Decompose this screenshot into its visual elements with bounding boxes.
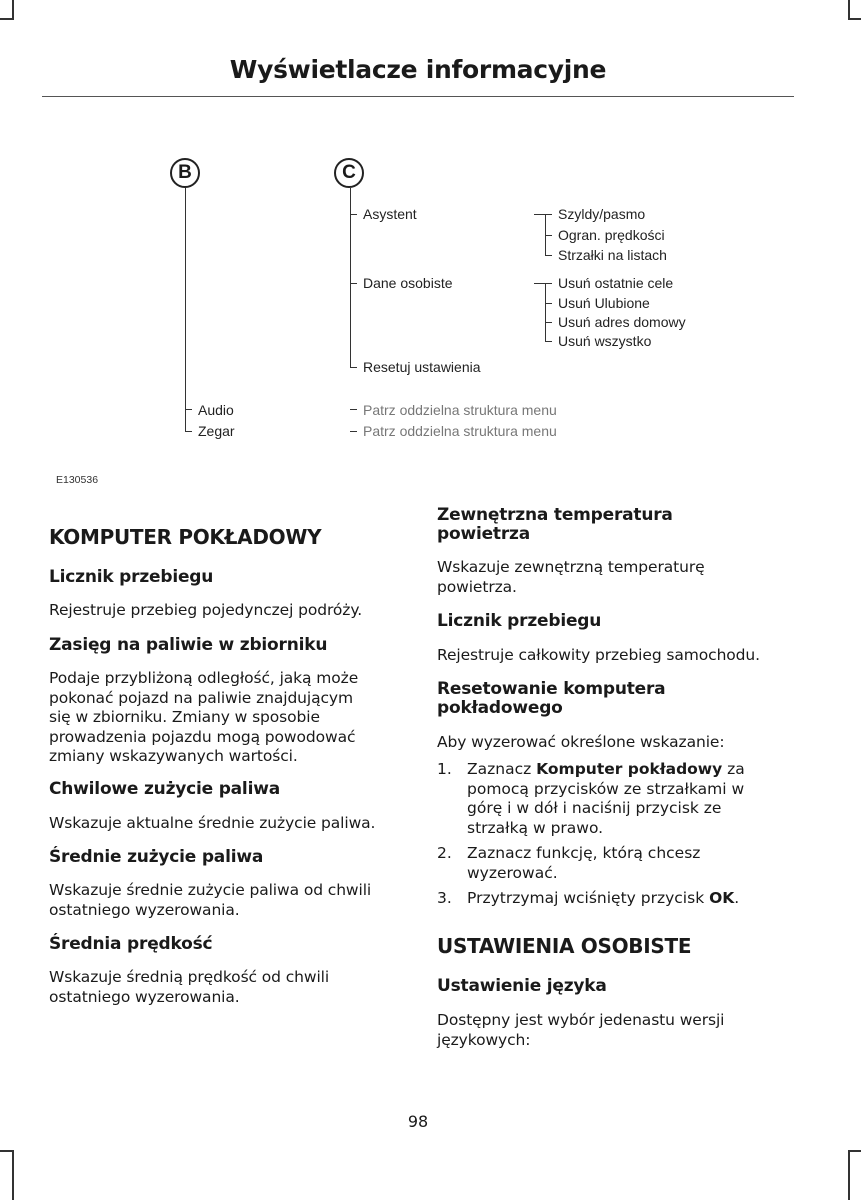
text-line: się w zbiorniku. Zmiany w sposobie bbox=[49, 708, 320, 726]
asystent-sub-item: Strzałki na listach bbox=[558, 247, 667, 263]
heading-trip-counter: Licznik przebiegu bbox=[49, 567, 214, 587]
step-number: 2. bbox=[437, 844, 452, 862]
dane-sub-item: Usuń adres domowy bbox=[558, 314, 686, 330]
left-column bbox=[49, 0, 409, 1200]
section-title-onboard-computer: KOMPUTER POKŁADOWY bbox=[49, 525, 322, 549]
heading-reset-computer bbox=[437, 680, 665, 718]
c-item-asystent: Asystent bbox=[363, 206, 417, 222]
text-line: ostatniego wyzerowania. bbox=[49, 987, 240, 1006]
crop-mark bbox=[0, 1150, 13, 1152]
b-item-audio: Audio bbox=[198, 402, 234, 418]
text-run: Przytrzymaj wciśnięty przycisk bbox=[467, 889, 710, 907]
heading-average-fuel: Średnie zużycie paliwa bbox=[49, 847, 264, 867]
text-line: Dostępny jest wybór jedenastu wersji bbox=[437, 1011, 725, 1029]
text-run-bold: OK bbox=[709, 889, 735, 907]
text-line: pomocą przycisków ze strzałkami w bbox=[467, 779, 745, 798]
crop-mark bbox=[848, 0, 850, 20]
column-c-badge: C bbox=[334, 158, 364, 188]
column-b-badge: B bbox=[170, 158, 200, 188]
crop-mark bbox=[848, 1150, 861, 1152]
page-number: 98 bbox=[407, 1112, 429, 1131]
text-instant-fuel: Wskazuje aktualne średnie zużycie paliwa. bbox=[49, 814, 376, 832]
reset-step bbox=[437, 844, 797, 884]
text-line: Podaje przybliżoną odległość, jaką może bbox=[49, 669, 359, 687]
step-number: 3. bbox=[437, 889, 452, 907]
text-line: Wskazuje zewnętrzną temperaturę bbox=[437, 558, 705, 576]
step-text bbox=[467, 844, 777, 883]
text-run: za bbox=[722, 760, 745, 778]
heading-line: Resetowanie komputera bbox=[437, 679, 666, 699]
text-line: wyzerować. bbox=[467, 863, 558, 882]
text-average-fuel bbox=[49, 881, 371, 920]
text-line: górę i w dół i naciśnij przycisk ze bbox=[467, 799, 722, 817]
text-line: pokonać pojazd na paliwie znajdującym bbox=[49, 688, 353, 707]
text-fuel-range bbox=[49, 669, 358, 767]
heading-language: Ustawienie języka bbox=[437, 976, 607, 996]
text-reset-intro: Aby wyzerować określone wskazanie: bbox=[437, 733, 725, 751]
section-title-personal-settings: USTAWIENIA OSOBISTE bbox=[437, 934, 692, 958]
text-run-bold: Komputer pokładowy bbox=[536, 760, 723, 778]
text-line: Wskazuje średnie zużycie paliwa od chwili bbox=[49, 881, 372, 899]
c-item-dane-osobiste: Dane osobiste bbox=[363, 275, 453, 291]
asystent-sub-item: Ogran. prędkości bbox=[558, 227, 665, 243]
reset-step bbox=[437, 889, 797, 909]
text-line: prowadzenia pojazdu mogą powodować bbox=[49, 727, 356, 746]
text-line: Wskazuje średnią prędkość od chwili bbox=[49, 968, 330, 986]
asystent-sub-item: Szyldy/pasmo bbox=[558, 206, 646, 222]
text-odometer: Rejestruje całkowity przebieg samochodu. bbox=[437, 646, 760, 664]
figure-code: E130536 bbox=[56, 474, 99, 486]
heading-line: Zewnętrzna temperatura bbox=[437, 505, 673, 525]
heading-line: pokładowego bbox=[437, 698, 563, 718]
crop-mark bbox=[12, 1150, 14, 1200]
text-run: Zaznacz bbox=[467, 760, 537, 778]
dane-sub-item: Usuń ostatnie cele bbox=[558, 275, 674, 291]
text-line: Zaznacz funkcję, którą chcesz bbox=[467, 844, 701, 862]
heading-average-speed: Średnia prędkość bbox=[49, 934, 213, 954]
dane-sub-item: Usuń Ulubione bbox=[558, 295, 650, 311]
c-item-resetuj: Resetuj ustawienia bbox=[363, 359, 481, 375]
step-number: 1. bbox=[437, 760, 452, 778]
reset-step bbox=[437, 760, 797, 840]
b-note: Patrz oddzielna struktura menu bbox=[363, 423, 557, 439]
text-average-speed bbox=[49, 968, 329, 1007]
text-line: zmiany wskazywanych wartości. bbox=[49, 747, 298, 765]
text-outside-temperature bbox=[437, 558, 705, 597]
heading-fuel-range: Zasięg na paliwie w zbiorniku bbox=[49, 635, 328, 655]
b-item-zegar: Zegar bbox=[198, 423, 235, 439]
text-run: . bbox=[734, 889, 740, 907]
crop-mark bbox=[848, 18, 861, 20]
text-line: językowych: bbox=[437, 1030, 531, 1049]
text-language bbox=[437, 1011, 724, 1050]
heading-outside-temperature bbox=[437, 506, 673, 544]
heading-instant-fuel: Chwilowe zużycie paliwa bbox=[49, 779, 280, 799]
heading-line: powietrza bbox=[437, 524, 530, 544]
text-line: strzałką w prawo. bbox=[467, 818, 604, 837]
text-line: ostatniego wyzerowania. bbox=[49, 900, 240, 919]
step-text bbox=[467, 760, 777, 838]
heading-odometer: Licznik przebiegu bbox=[437, 611, 602, 631]
crop-mark bbox=[848, 1150, 850, 1200]
step-text bbox=[467, 889, 777, 909]
b-note: Patrz oddzielna struktura menu bbox=[363, 402, 557, 418]
crop-mark bbox=[0, 18, 13, 20]
dane-sub-item: Usuń wszystko bbox=[558, 333, 652, 349]
text-line: powietrza. bbox=[437, 577, 517, 596]
page-title: Wyświetlacze informacyjne bbox=[229, 55, 607, 84]
crop-mark bbox=[12, 0, 14, 20]
text-trip-counter: Rejestruje przebieg pojedynczej podróży. bbox=[49, 601, 363, 619]
right-column bbox=[437, 0, 797, 1200]
